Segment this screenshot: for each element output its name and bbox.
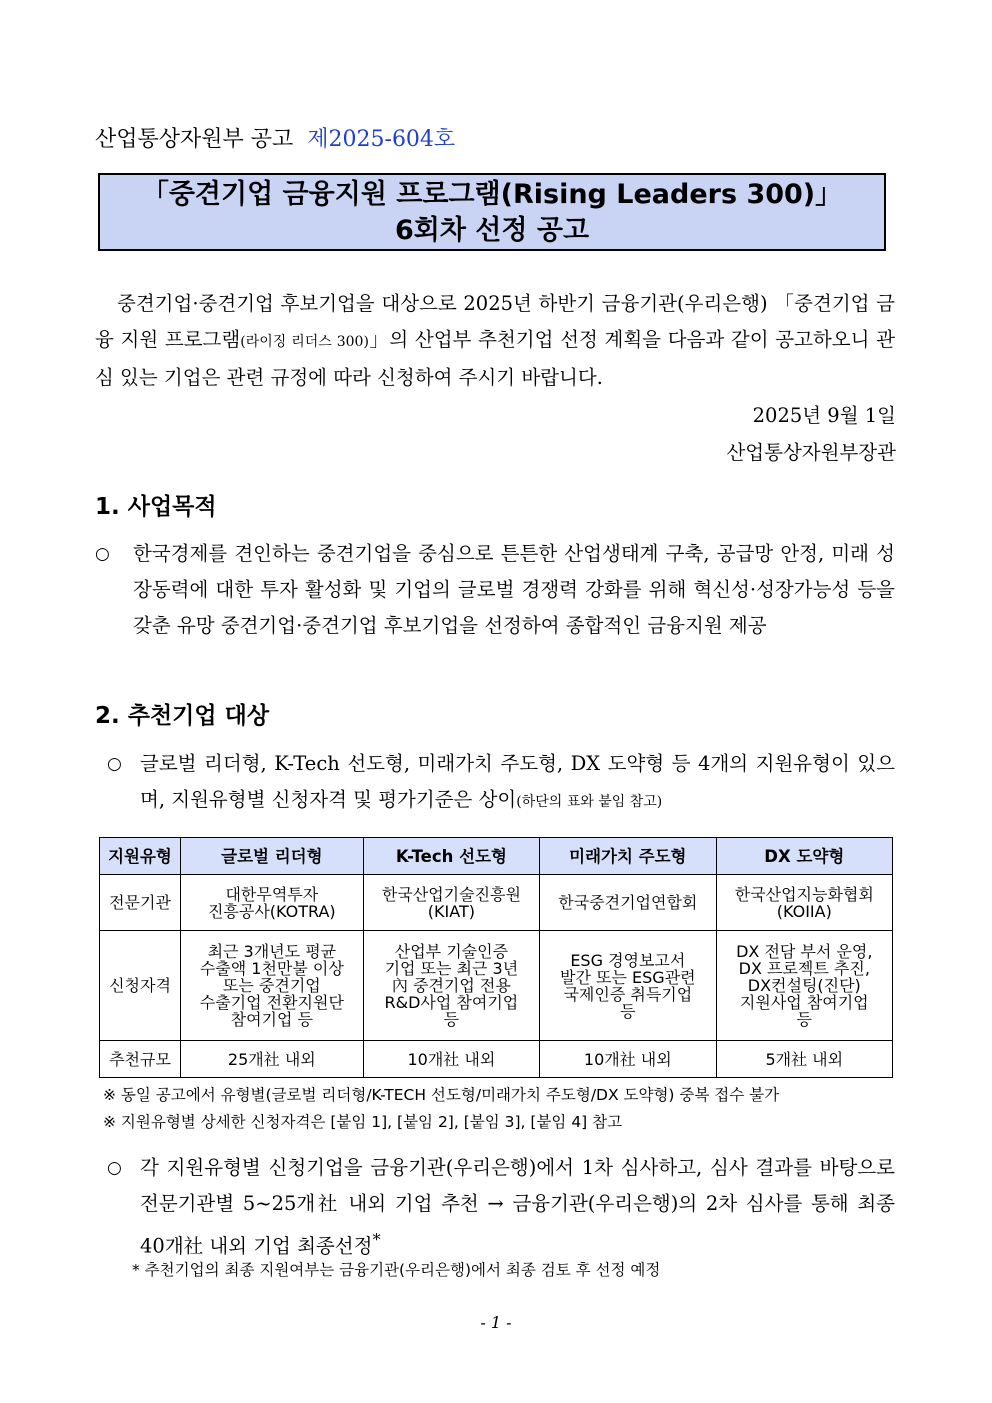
footnote: * 추천기업의 최종 지원여부는 금융기관(우리은행)에서 최종 검토 후 선정 예정	[132, 1261, 661, 1279]
bullet-circle-icon: ○	[95, 544, 110, 564]
table-cell: 최근 3개년도 평균 수출액 1천만불 이상 또는 중견기업 수출기업 전환지원단 참여기업 등	[181, 931, 364, 1041]
section-1-bullet	[95, 536, 895, 644]
notice-date: 2025년 9월 1일	[752, 404, 896, 427]
section-1-title: 1. 사업목적	[95, 494, 217, 520]
table-cell: 25개社 내외	[181, 1041, 364, 1078]
page-number: - 1 -	[480, 1313, 512, 1332]
table-header-row	[100, 838, 893, 875]
section-2-bullet-2	[107, 1150, 895, 1265]
bullet-circle-icon: ○	[107, 1158, 122, 1178]
title-line-2: 6회차 선정 공고	[394, 215, 590, 246]
table-note-2: ※ 지원유형별 상세한 신청자격은 [붙임 1], [붙임 2], [붙임 3], [붙임 4] 참고	[103, 1113, 623, 1131]
table-note-1: ※ 동일 공고에서 유형별(글로벌 리더형/K-TECH 선도형/미래가치 주도형/DX 도약형) 중복 접수 불가	[103, 1086, 780, 1104]
table-row	[100, 931, 893, 1041]
footnote-marker: *	[372, 1230, 381, 1249]
bullet-1-main-text: 글로벌 리더형, K-Tech 선도형, 미래가치 주도형, DX 도약형 등 4개의 지원유형이 있으며, 지원유형별 신청자격 및 평가기준은 상이	[140, 752, 895, 811]
table-cell: 한국산업기술진흥원 (KIAT)	[363, 875, 539, 931]
table-cell: 한국산업지능화협회 (KOIIA)	[716, 875, 892, 931]
intro-text-1: 중견기업·중견기업 후보기업을 대상으로 2025년 하반기 금융기관(우리은행) 「중견기업 금융 지원 프로그램	[95, 292, 895, 351]
table-header-cell: K-Tech 선도형	[363, 838, 539, 875]
intro-paragraph	[95, 286, 895, 396]
notice-signer: 산업통상자원부장관	[726, 441, 896, 464]
table-cell: 대한무역투자 진흥공사(KOTRA)	[181, 875, 364, 931]
intro-text-2: 」의 산업부 추천기업 선정 계획을 다음과 같이 공고하오니 관심 있는 기업은 관련 규정에 따라 신청하여 주시기 바랍니다.	[95, 328, 895, 389]
ministry-notice-label: 산업통상자원부 공고	[95, 127, 294, 152]
table-cell: 산업부 기술인증 기업 또는 최근 3년 內 중견기업 전용 R&D사업 참여기업 등	[363, 931, 539, 1041]
bullet-circle-icon: ○	[107, 754, 122, 774]
title-line-1: 「중견기업 금융지원 프로그램(Rising Leaders 300)」	[141, 179, 843, 210]
table-row	[100, 1041, 893, 1078]
section-2-title: 2. 추천기업 대상	[95, 703, 270, 729]
notice-number: 제2025-604호	[307, 127, 456, 152]
section-2-bullet-2-text	[140, 1150, 895, 1265]
support-type-table	[99, 837, 893, 1078]
table-header-cell: 미래가치 주도형	[540, 838, 716, 875]
table-cell: 한국중견기업연합회	[540, 875, 716, 931]
bullet-1-small-text: (하단의 표와 붙임 참고)	[516, 794, 663, 810]
section-2-bullet-1	[107, 746, 895, 820]
table-row	[100, 875, 893, 931]
table-cell: 5개社 내외	[716, 1041, 892, 1078]
table-header-cell: 지원유형	[100, 838, 181, 875]
table-row-label: 전문기관	[100, 875, 181, 931]
table-row-label: 신청자격	[100, 931, 181, 1041]
table-header-cell: DX 도약형	[716, 838, 892, 875]
table-row-label: 추천규모	[100, 1041, 181, 1078]
section-2-bullet-1-text	[140, 746, 895, 820]
table-cell: 10개社 내외	[540, 1041, 716, 1078]
table-header-cell: 글로벌 리더형	[181, 838, 364, 875]
table-cell: DX 전담 부서 운영, DX 프로젝트 추진, DX컨설팅(진단) 지원사업 참여기업 등	[716, 931, 892, 1041]
section-1-text: 한국경제를 견인하는 중견기업을 중심으로 튼튼한 산업생태계 구축, 공급망 안정, 미래 성장동력에 대한 투자 활성화 및 기업의 글로벌 경쟁력 강화를 위해 혁신성·성장가능성 등을 갖춘 유망 중견기업·중견기업 후보기업을 선정하여 종합적인 금융지원 제공	[133, 542, 895, 637]
intro-text-small: (라이징 리더스 300)	[240, 334, 369, 350]
title-box	[98, 173, 886, 251]
table-cell: ESG 경영보고서 발간 또는 ESG관련 국제인증 취득기업 등	[540, 931, 716, 1041]
notice-header	[95, 122, 455, 153]
table-cell: 10개社 내외	[363, 1041, 539, 1078]
bullet-2-main-text: 각 지원유형별 신청기업을 금융기관(우리은행)에서 1차 심사하고, 심사 결과를 바탕으로 전문기관별 5~25개社 내외 기업 추천 → 금융기관(우리은행)의 2차 심사를 통해 최종 40개社 내외 기업 최종선정	[140, 1156, 895, 1258]
